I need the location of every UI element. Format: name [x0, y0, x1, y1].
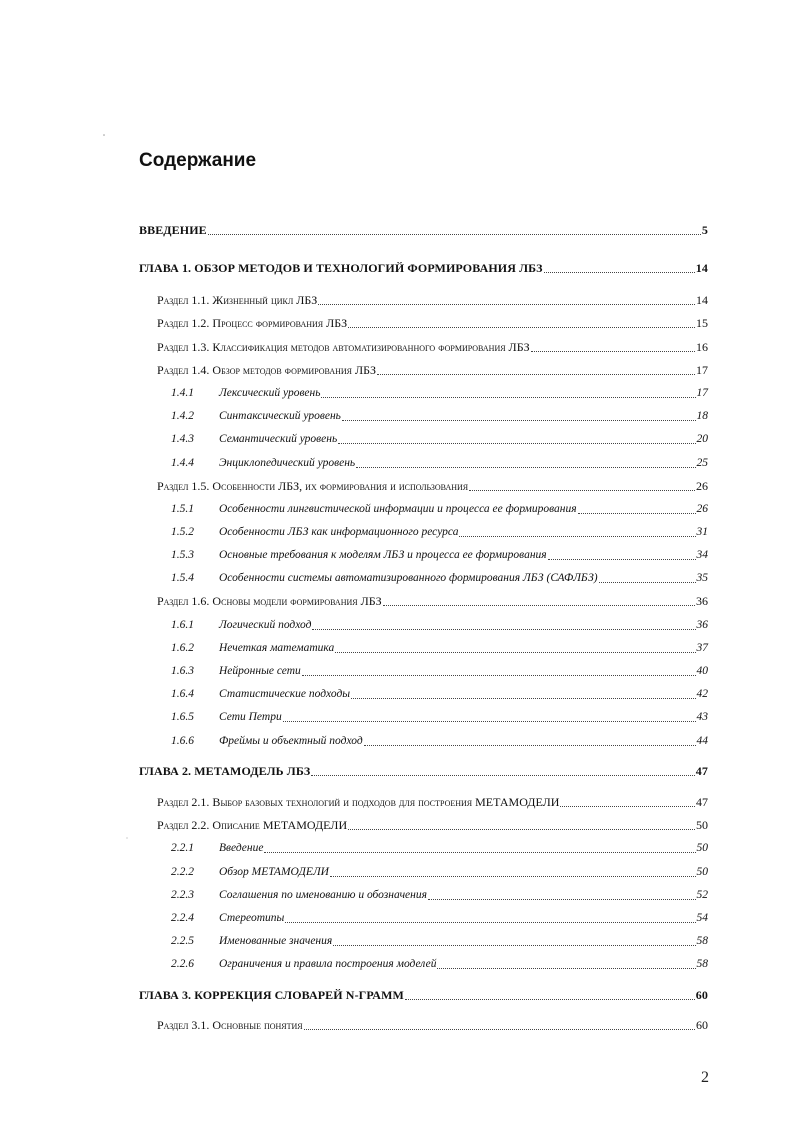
- speck: [103, 134, 105, 136]
- speck: [126, 837, 127, 838]
- toc-entry-label: ГЛАВА 2. МЕТАМОДЕЛЬ ЛБЗ: [139, 764, 311, 778]
- toc-entry-page: 5: [701, 223, 708, 237]
- toc-entry-label: Раздел 1.4. Обзор методов формирования ЛБЗ: [157, 363, 377, 377]
- toc-entry-label: Фреймы и объектный подход: [219, 735, 363, 747]
- toc-entry-page: 60: [695, 988, 708, 1002]
- toc-entry-label: Сети Петри: [219, 711, 282, 723]
- toc-entry-label: Нейронные сети: [219, 665, 301, 677]
- toc-entry-page: 14: [696, 293, 708, 307]
- toc-entry-page: 50: [696, 818, 708, 832]
- toc-entry-label: Особенности лингвистической информации и процесса ее формирования: [219, 503, 577, 515]
- toc-entry-page: 37: [696, 642, 708, 654]
- toc-entry-page: 36: [696, 619, 708, 631]
- toc-entry-page: 14: [695, 261, 708, 275]
- toc-entry-label: ГЛАВА 1. ОБЗОР МЕТОДОВ И ТЕХНОЛОГИЙ ФОРМИРОВАНИЯ ЛБЗ: [139, 261, 543, 275]
- toc-entry-label: Основные требования к моделям ЛБЗ и процесса ее формирования: [219, 549, 547, 561]
- toc-entry-page: 47: [695, 764, 708, 778]
- toc-entry-label: Стереотипы: [219, 912, 285, 924]
- toc-entry-number: 2.2.2: [171, 866, 194, 878]
- toc-entry-label: ВВЕДЕНИЕ: [139, 223, 207, 237]
- toc-entry-label: Семантический уровень: [219, 433, 338, 445]
- toc-entry-number: 1.6.4: [171, 688, 194, 700]
- toc-entry-label: Обзор МЕТАМОДЕЛИ: [219, 866, 329, 878]
- toc-entry-label: Особенности системы автоматизированного формирования ЛБЗ (САФЛБЗ): [219, 572, 598, 584]
- toc-entry-number: 2.2.5: [171, 935, 194, 947]
- toc-entry-page: 15: [696, 316, 708, 330]
- page-number: 2: [701, 1069, 709, 1086]
- toc-entry-page: 31: [696, 526, 708, 538]
- toc-entry-page: 36: [696, 594, 708, 608]
- toc-entry-number: 1.6.6: [171, 735, 194, 747]
- toc-entry-label: Раздел 1.2. Процесс формирования ЛБЗ: [157, 316, 348, 330]
- toc-entry-number: 1.6.2: [171, 642, 194, 654]
- toc-entry-label: ГЛАВА 3. КОРРЕКЦИЯ СЛОВАРЕЙ N-ГРАММ: [139, 988, 404, 1002]
- toc-entry-label: Именованные значения: [219, 935, 333, 947]
- toc-entry-label: Соглашения по именованию и обозначения: [219, 889, 427, 901]
- toc-entry-label: Лексический уровень: [219, 387, 321, 399]
- toc-entry-label: Раздел 1.3. Классификация методов автоматизированного формирования ЛБЗ: [157, 340, 530, 354]
- toc-entry-page: 58: [696, 958, 708, 970]
- toc-entry-number: 2.2.3: [171, 889, 194, 901]
- toc-entry-page: 60: [696, 1018, 708, 1032]
- toc-entry-label: Раздел 3.1. Основные понятия: [157, 1018, 303, 1032]
- toc-entry-number: 1.6.5: [171, 711, 194, 723]
- toc-entry-label: Энциклопедический уровень: [219, 457, 356, 469]
- toc-entry-page: 26: [696, 479, 708, 493]
- toc-entry-page: 50: [696, 842, 708, 854]
- toc-entry-page: 26: [696, 503, 708, 515]
- toc-entry-number: 1.4.1: [171, 387, 194, 399]
- toc-entry-label: Раздел 2.2. Описание МЕТАМОДЕЛИ: [157, 818, 348, 832]
- page-title: Содержание: [139, 150, 257, 171]
- toc-entry-page: 50: [696, 866, 708, 878]
- toc-entry-number: 1.4.4: [171, 457, 194, 469]
- toc-entry-page: 18: [696, 410, 708, 422]
- toc-entry-number: 1.5.4: [171, 572, 194, 584]
- toc-entry-page: 47: [696, 795, 708, 809]
- toc-entry-page: 44: [696, 735, 708, 747]
- toc-entry-label: Синтаксический уровень: [219, 410, 341, 422]
- toc-entry-number: 1.5.3: [171, 549, 194, 561]
- toc-entry-label: Введение: [219, 842, 264, 854]
- toc-entry-page: 34: [696, 549, 708, 561]
- toc-entry-label: Логический подход: [219, 619, 312, 631]
- toc-entry-number: 2.2.4: [171, 912, 194, 924]
- toc-entry-page: 20: [696, 433, 708, 445]
- toc-entry-page: 35: [696, 572, 708, 584]
- toc-entry-label: Статистические подходы: [219, 688, 351, 700]
- toc-entry-label: Раздел 2.1. Выбор базовых технологий и подходов для построения МЕТАМОДЕЛИ: [157, 795, 560, 809]
- toc-entry-page: 25: [696, 457, 708, 469]
- toc-entry-page: 16: [696, 340, 708, 354]
- toc-entry-page: 52: [696, 889, 708, 901]
- toc-entry-page: 43: [696, 711, 708, 723]
- toc-entry-number: 1.5.1: [171, 503, 194, 515]
- toc-entry-label: Особенности ЛБЗ как информационного ресурса: [219, 526, 459, 538]
- toc-entry-number: 2.2.1: [171, 842, 194, 854]
- toc-entry-label: Раздел 1.5. Особенности ЛБЗ, их формирования и использования: [157, 479, 469, 493]
- toc-entry-label: Раздел 1.1. Жизненный цикл ЛБЗ: [157, 293, 318, 307]
- toc-entry-number: 1.4.3: [171, 433, 194, 445]
- toc-entry-number: 2.2.6: [171, 958, 194, 970]
- toc-entry-number: 1.6.3: [171, 665, 194, 677]
- toc-entry-page: 42: [696, 688, 708, 700]
- toc-entry-page: 17: [696, 363, 708, 377]
- toc-entry-number: 1.4.2: [171, 410, 194, 422]
- toc-entry-label: Нечеткая математика: [219, 642, 335, 654]
- toc-entry-page: 17: [696, 387, 708, 399]
- toc-entry-number: 1.6.1: [171, 619, 194, 631]
- toc-entry-page: 58: [696, 935, 708, 947]
- toc-entry-page: 54: [696, 912, 708, 924]
- toc-entry-page: 40: [696, 665, 708, 677]
- toc-entry-label: Раздел 1.6. Основы модели формирования ЛБЗ: [157, 594, 382, 608]
- toc-entry-label: Ограничения и правила построения моделей: [219, 958, 437, 970]
- toc-entry-number: 1.5.2: [171, 526, 194, 538]
